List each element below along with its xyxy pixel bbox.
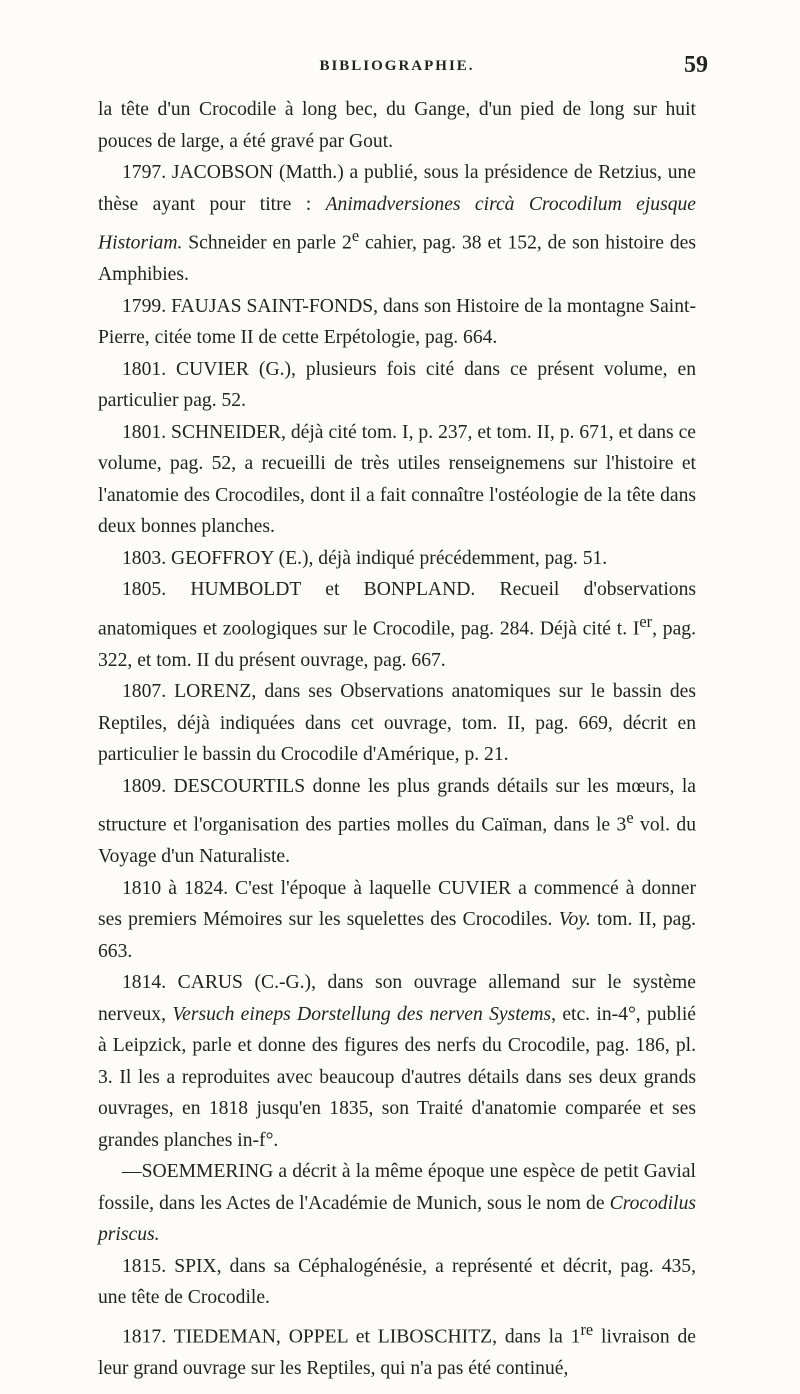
bibliography-entry: 1801. SCHNEIDER, déjà cité tom. I, p. 237, et tom. II, p. 671, et dans ce volume, pag. 52, a recueilli de très utiles renseignemens sur l'histoire et l'anatomie des Crocodiles, dont il a fait connaître l'ostéologie de la tête dans deux bonnes planches. [98,421,696,538]
bibliography-entry: 1807. LORENZ, dans ses Observations anatomiques sur le bassin des Reptiles, déjà indiquées dans cet ouvrage, tom. II, pag. 669, décrit en particulier le bassin du Crocodile d'Amérique, p. 21. [98,681,696,766]
body-text [98,94,696,1384]
page-number: 59 [684,52,708,78]
running-title: BIBLIOGRAPHIE. [319,58,475,74]
bibliography-entry: 1810 à 1824. C'est l'époque à laquelle CUVIER a commencé à donner ses premiers Mémoires sur les squelettes des Crocodiles. Voy. tom. II, pag. 663. [98,877,697,962]
running-head [98,52,708,88]
bibliography-entry: 1799. FAUJAS SAINT-FONDS, dans son Histoire de la montagne Saint-Pierre, citée tome II de cette Erpétologie, pag. 664. [98,295,696,349]
bibliography-entry: 1801. CUVIER (G.), plusieurs fois cité dans ce présent volume, en particulier pag. 52. [98,358,696,412]
bibliography-entry: 1817. TIEDEMAN, OPPEL et LIBOSCHITZ, dans la 1re livraison de leur grand ouvrage sur les Reptiles, qui n'a pas été continué, [98,1319,697,1379]
bibliography-entry: 1803. GEOFFROY (E.), déjà indiqué précédemment, pag. 51. [122,547,608,569]
bibliography-entry: 1797. JACOBSON (Matth.) a publié, sous la présidence de Retzius, une thèse ayant pour titre : Animadversiones circà Crocodilum ejusque Historiam. Schneider en parle 2e cahier, pag. 38 et 152, de son histoire des Amphibies. [98,162,697,286]
bibliography-entry: 1815. SPIX, dans sa Céphalogénésie, a représenté et décrit, pag. 435, une tête de Crocodile. [98,1255,696,1309]
bibliography-entry: —SOEMMERING a décrit à la même époque une espèce de petit Gavial fossile, dans les Actes de l'Académie de Munich, sous le nom de Crocodilus priscus. [98,1161,696,1246]
bibliography-entry: la tête d'un Crocodile à long bec, du Gange, d'un pied de long sur huit pouces de large, a été gravé par Gout. [98,99,696,152]
bibliography-entry: 1809. DESCOURTILS donne les plus grands détails sur les mœurs, la structure et l'organisation des parties molles du Caïman, dans le 3e vol. du Voyage d'un Naturaliste. [98,775,696,868]
bibliography-entry: 1814. CARUS (C.-G.), dans son ouvrage allemand sur le système nerveux, Versuch eineps Dorstellung des nerven Systems, etc. in-4°, publié à Leipzick, parle et donne des figures des nerfs du Crocodile, pag. 186, pl. 3. Il les a reproduites avec beaucoup d'autres détails dans ses deux grands ouvrages, en 1818 jusqu'en 1835, son Traité d'anatomie comparée et ses grandes planches in-f°. [98,972,696,1151]
bibliography-entry: 1805. HUMBOLDT et BONPLAND. Recueil d'observations anatomiques et zoologiques sur le Crocodile, pag. 284. Déjà cité t. Ier, pag. 322, et tom. II du présent ouvrage, pag. 667. [98,579,696,671]
